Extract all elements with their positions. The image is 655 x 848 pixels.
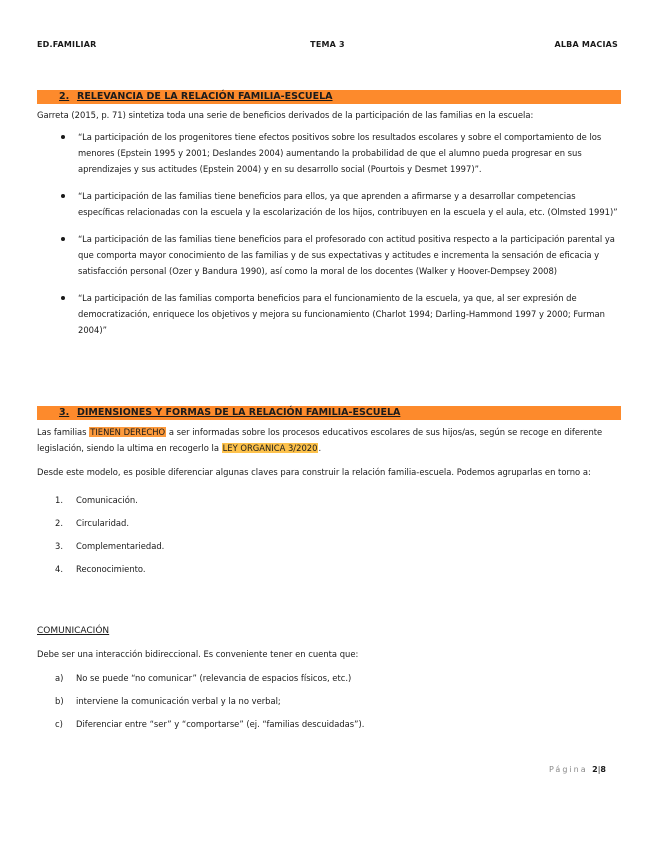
footer-separator: | <box>597 765 601 774</box>
header-course: ED.FAMILIAR <box>37 40 97 49</box>
section-3 <box>37 406 621 584</box>
section-2-number: 2. <box>59 91 70 102</box>
list-item: “La participación de los progenitores tiene efectos positivos sobre los resultados escolares y sobre el comportamiento de los menores (Epstein 1995 y 2001; Deslandes 2004) aumentando la probabilidad de que el alumno pueda progresar en sus aprendizajes y sus actitudes (Epstein 2004) y en su desarrollo social (Pourtois y Desmet 1997)”. <box>37 129 621 177</box>
list-item: a) No se puede “no comunicar” (relevancia de espacios físicos, etc.) <box>55 673 352 683</box>
list-item: b) interviene la comunicación verbal y la no verbal; <box>55 696 281 706</box>
bullet-icon <box>61 135 65 139</box>
highlight-ley-organica: LEY ORGANICA 3/2020 <box>222 443 318 453</box>
list-item: c) Diferenciar entre “ser” y “comportarse” (ej. “familias descuidadas”). <box>55 719 365 729</box>
list-item: “La participación de las familias tiene beneficios para el profesorado con actitud positiva respecto a la participación parental ya que comporta mayor conocimiento de las familias y de sus expectativas y actitudes e incrementa la sensación de eficacia y satisfacción personal (Ozer y Bandura 1990), así como la moral de los docentes (Walker y Hoover-Dempsey 2008) <box>37 231 621 279</box>
bullet-icon <box>61 237 65 241</box>
section-2 <box>37 90 621 349</box>
comunicacion-intro: Debe ser una interacción bidireccional. Es conveniente tener en cuenta que: <box>37 649 359 659</box>
section-2-intro: Garreta (2015, p. 71) sintetiza toda una serie de beneficios derivados de la participación de las familias en la escuela: <box>37 110 534 120</box>
comunicacion-heading: COMUNICACIÓN <box>37 626 110 636</box>
benefits-list <box>37 129 621 338</box>
comunicacion-list <box>37 670 621 732</box>
bullet-icon <box>61 194 65 198</box>
highlight-tienen-derecho: TIENEN DERECHO <box>90 427 166 437</box>
list-item: 4. Reconocimiento. <box>55 564 146 574</box>
list-item: “La participación de las familias tiene beneficios para ellos, ya que aprenden a afirmarse y a desarrollar competencias específicas relacionadas con la escuela y la escolarización de los hijos, contribuyen en la escuela y el aula, etc. (Olmsted 1991)” <box>37 188 621 220</box>
header-topic: TEMA 3 <box>310 40 345 49</box>
list-item: 3. Complementariedad. <box>55 541 165 551</box>
page-total: 8 <box>600 765 606 774</box>
section-2-title: RELEVANCIA DE LA RELACIÓN FAMILIA-ESCUELA <box>77 91 333 102</box>
section-2-heading <box>37 90 621 104</box>
list-item: 2. Circularidad. <box>55 518 130 528</box>
page-number: 2 <box>592 765 598 774</box>
comunicacion-section <box>37 626 621 739</box>
section-3-heading <box>37 406 621 420</box>
section-3-title: DIMENSIONES Y FORMAS DE LA RELACIÓN FAMILIA-ESCUELA <box>77 407 401 418</box>
section-3-paragraph-rights: Las familias TIENEN DERECHO a ser informadas sobre los procesos educativos escolares de sus hijos/as, según se recoge en diferente legislación, siendo la ultima en recogerlo la LEY ORGANICA 3/2020. <box>37 427 603 453</box>
section-3-paragraph-model: Desde este modelo, es posible diferenciar algunas claves para construir la relación familia-escuela. Podemos agruparlas en torno a: <box>37 467 591 477</box>
page-footer <box>549 765 606 774</box>
bullet-icon <box>61 296 65 300</box>
section-3-number: 3. <box>59 407 70 418</box>
keys-list <box>37 492 621 577</box>
list-item: 1. Comunicación. <box>55 495 138 505</box>
header-author: ALBA MACIAS <box>554 40 618 49</box>
footer-label: Página <box>548 765 588 774</box>
list-item: “La participación de las familias comporta beneficios para el funcionamiento de la escuela, ya que, al ser expresión de democratización, enriquece los objetivos y mejora su funcionamiento (Charlot 1994; Darling-Hammond 1997 y 2000; Furman 2004)” <box>37 290 621 338</box>
